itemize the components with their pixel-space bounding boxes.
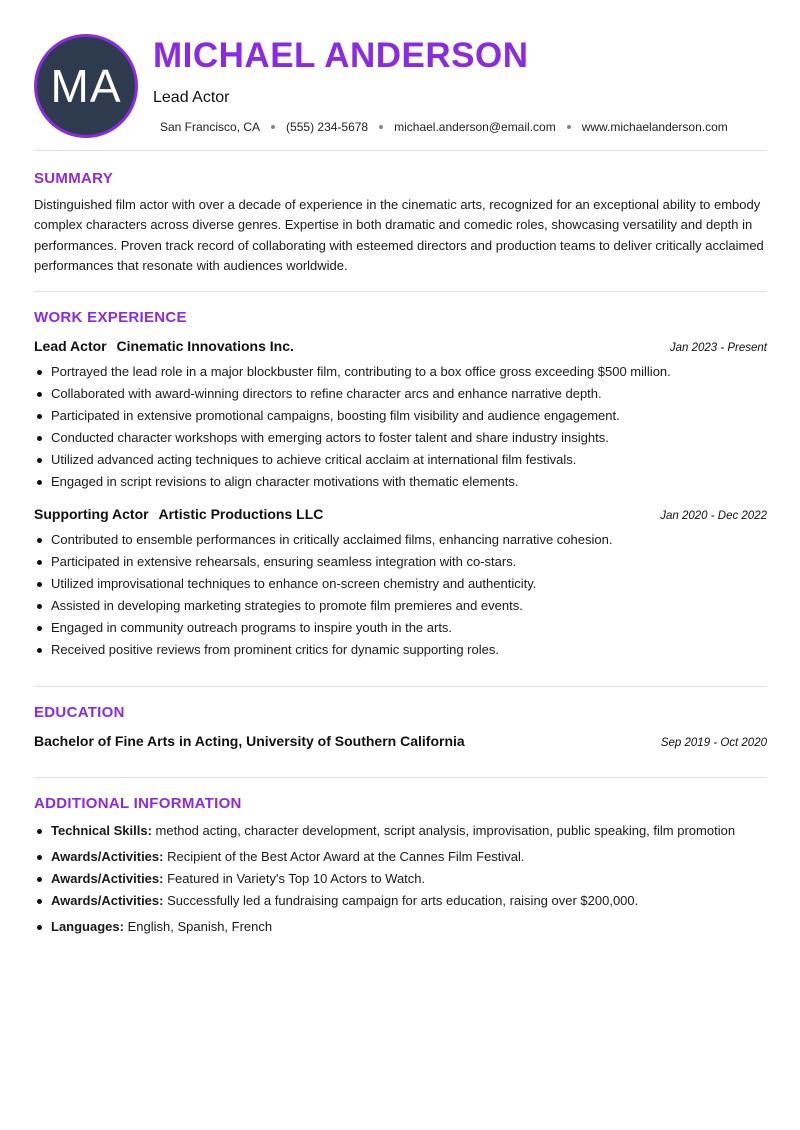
list-item [34,617,774,639]
bullet-text: Participated in extensive rehearsals, ensuring seamless integration with co-stars. [51,554,517,569]
job-position: Supporting Actor [34,506,149,522]
bullet-dot [37,392,42,397]
job-title [34,338,294,354]
separator-dot [379,125,383,129]
contact-phone: (555) 234-5678 [286,120,369,134]
bullet-dot [37,626,42,631]
bullet-text: Utilized advanced acting techniques to achieve critical acclaim at international film festivals. [51,452,577,467]
job-bullets [34,529,774,661]
bullet-dot [37,458,42,463]
info-text: Successfully led a fundraising campaign for arts education, raising over $200,000. [167,893,639,908]
bullet-dot [37,370,42,375]
experience-heading: WORK EXPERIENCE [34,309,187,326]
divider [34,777,767,778]
bullet-dot [37,648,42,653]
info-text: method acting, character development, script analysis, improvisation, public speaking, film promotion [155,823,736,838]
list-item [34,639,774,661]
bullet-dot [37,604,42,609]
bullet-text: Contributed to ensemble performances in critically acclaimed films, enhancing narrative cohesion. [51,532,613,547]
bullet-text: Participated in extensive promotional campaigns, boosting film visibility and audience engagement. [51,408,620,423]
list-item [34,868,774,890]
bullet-text: Engaged in community outreach programs to inspire youth in the arts. [51,620,453,635]
info-text: Featured in Variety's Top 10 Actors to Watch. [167,871,426,886]
job-header [34,506,767,522]
bullet-dot [37,414,42,419]
bullet-text: Conducted character workshops with emerging actors to foster talent and share industry insights. [51,430,609,445]
info-label: Technical Skills: [51,823,152,838]
list-item [34,427,774,449]
bullet-dot [37,829,42,834]
job-header [34,338,767,354]
info-label: Awards/Activities: [51,849,164,864]
education-dates: Sep 2019 - Oct 2020 [660,737,767,749]
candidate-role: Lead Actor [153,89,230,106]
bullet-dot [37,877,42,882]
list-item [34,551,774,573]
list-item [34,405,774,427]
job-company: Cinematic Innovations Inc. [116,338,294,354]
summary-text: Distinguished film actor with over a decade of experience in the cinematic arts, recognized for an exceptional ability to embody complex characters across diverse genres. Expertise in both dramatic and comedic roles, showcasing versatility and depth in performances. Proven track record of collaborating with esteemed directors and production teams to deliver critically acclaimed performances that resonate with audiences worldwide. [34,197,764,273]
list-item [34,820,774,842]
contact-email[interactable]: michael.anderson@email.com [394,120,556,134]
list-item [34,529,774,551]
bullet-dot [37,538,42,543]
degree: Bachelor of Fine Arts in Acting, University of Southern California [34,733,465,749]
separator-dot [271,125,275,129]
list-item [34,846,774,868]
candidate-name: MICHAEL ANDERSON [153,36,529,75]
contact-bar [160,120,728,134]
bullet-text: Received positive reviews from prominent critics for dynamic supporting roles. [51,642,499,657]
bullet-text: Engaged in script revisions to align character motivations with thematic elements. [51,474,519,489]
bullet-text: Portrayed the lead role in a major blockbuster film, contributing to a box office gross exceeding $500 million. [51,364,671,379]
bullet-dot [37,925,42,930]
bullet-text: Collaborated with award-winning directors to refine character arcs and enhance narrative depth. [51,386,602,401]
list-item [34,471,774,493]
education-entry [34,733,767,749]
divider [34,686,767,687]
list-item [34,383,774,405]
info-label: Languages: [51,919,124,934]
bullet-dot [37,480,42,485]
contact-website[interactable]: www.michaelanderson.com [581,120,728,134]
divider [34,291,767,292]
list-item [34,916,774,938]
bullet-dot [37,899,42,904]
job-dates: Jan 2023 - Present [669,342,767,354]
info-label: Awards/Activities: [51,871,164,886]
bullet-dot [37,560,42,565]
divider [34,150,767,151]
bullet-text: Assisted in developing marketing strategies to promote film premieres and events. [51,598,523,613]
job-company: Artistic Productions LLC [158,506,324,522]
list-item [34,573,774,595]
list-item [34,890,774,912]
list-item [34,595,774,617]
info-text: Recipient of the Best Actor Award at the Cannes Film Festival. [167,849,525,864]
additional-info-heading: ADDITIONAL INFORMATION [34,795,242,812]
contact-location: San Francisco, CA [160,120,261,134]
bullet-dot [37,855,42,860]
list-item [34,361,774,383]
list-item [34,449,774,471]
job-bullets [34,361,774,493]
info-text: English, Spanish, French [127,919,273,934]
education-heading: EDUCATION [34,704,125,721]
job-title [34,506,323,522]
summary-heading: SUMMARY [34,170,114,187]
additional-info-list [34,820,774,938]
avatar-initials: MA [50,60,122,112]
bullet-dot [37,436,42,441]
job-position: Lead Actor [34,338,107,354]
info-label: Awards/Activities: [51,893,164,908]
avatar [34,34,138,138]
job-dates: Jan 2020 - Dec 2022 [660,510,767,522]
bullet-text: Utilized improvisational techniques to enhance on-screen chemistry and authenticity. [51,576,537,591]
separator-dot [567,125,571,129]
bullet-dot [37,582,42,587]
